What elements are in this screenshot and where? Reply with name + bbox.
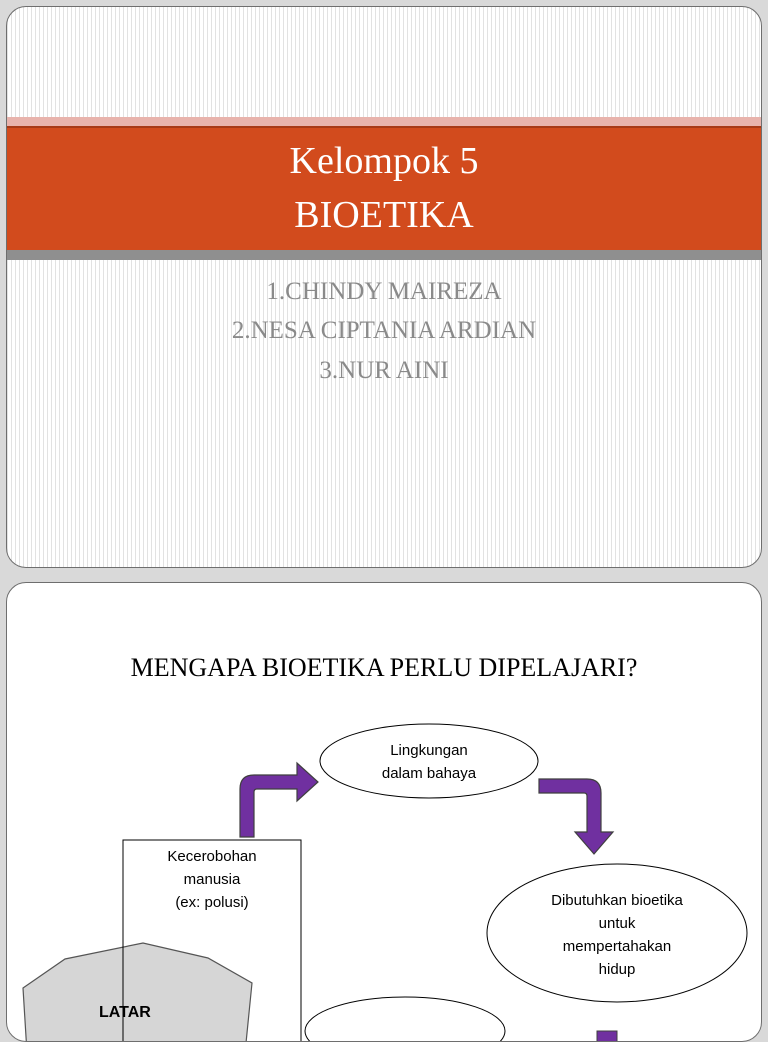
- lingkungan-label-line: dalam bahaya: [381, 765, 477, 782]
- arrow-partial-icon: [597, 1031, 617, 1042]
- partial-ellipse-shape: [305, 997, 505, 1042]
- lingkungan-label: [329, 739, 529, 785]
- latar-label: LATAR: [99, 1004, 151, 1021]
- kecerobohan-label-line: (ex: polusi): [175, 894, 249, 911]
- kecerobohan-label-line: manusia: [183, 871, 241, 888]
- kecerobohan-label-line: Kecerobohan: [167, 848, 257, 865]
- dibutuhkan-label-line: hidup: [598, 961, 636, 978]
- slide-title-line-1: Kelompok 5: [289, 140, 479, 182]
- member-name: 2.NESA CIPTANIA ARDIAN: [231, 317, 537, 344]
- member-name: 1.CHINDY MAIREZA: [266, 278, 502, 305]
- dibutuhkan-label-line: Dibutuhkan bioetika: [551, 892, 683, 909]
- latar-heptagon-shape: [23, 943, 252, 1042]
- slide-heading: MENGAPA BIOETIKA PERLU DIPELAJARI?: [130, 653, 638, 682]
- content-slide: [6, 582, 762, 1042]
- kecerobohan-label: [127, 845, 297, 914]
- slide-title-line-2: BIOETIKA: [294, 194, 474, 236]
- dibutuhkan-label-line: mempertahakan: [562, 938, 672, 955]
- title-slide: [6, 6, 762, 568]
- arrow-up-right-icon: [240, 763, 318, 837]
- title-band-bottom-stripe: [7, 250, 761, 260]
- member-name: 3.NUR AINI: [319, 357, 449, 384]
- arrow-down-right-icon: [539, 779, 613, 854]
- title-band-top-stripe: [7, 117, 761, 126]
- lingkungan-label-line: Lingkungan: [390, 742, 468, 759]
- dibutuhkan-label-line: untuk: [598, 915, 636, 932]
- dibutuhkan-label: [507, 889, 727, 981]
